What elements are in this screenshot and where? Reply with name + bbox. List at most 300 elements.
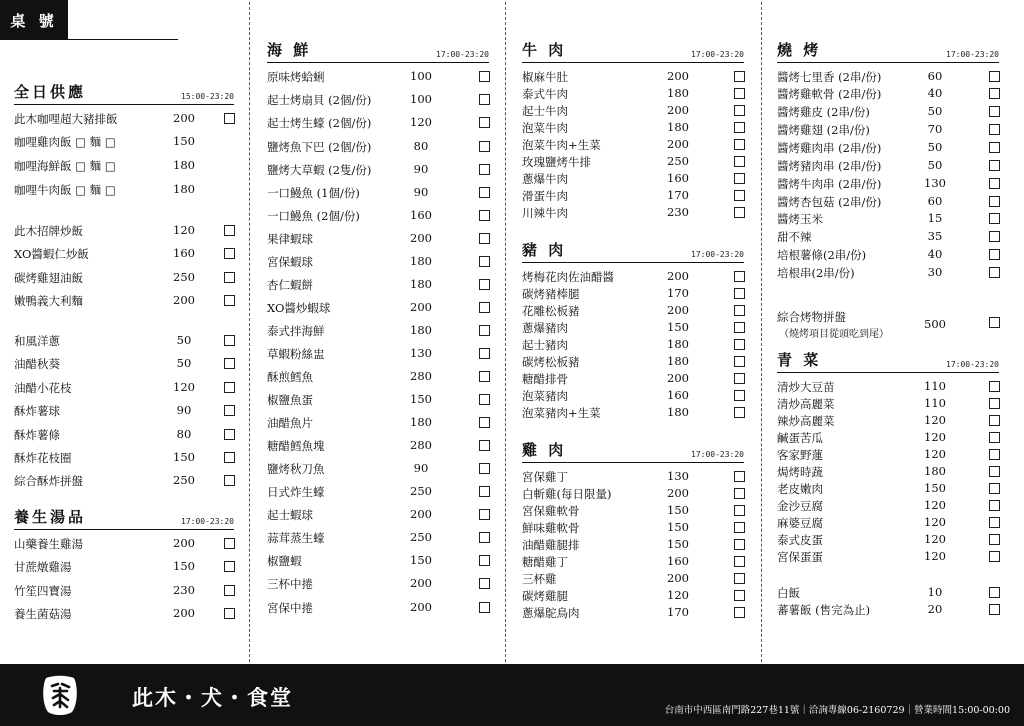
menu-item-price: 90 bbox=[413, 461, 429, 475]
menu-item-price: 50 bbox=[176, 356, 192, 370]
menu-item-price: 180 bbox=[410, 277, 432, 291]
menu-item-name: 蔥爆豬肉 bbox=[522, 321, 568, 335]
order-checkbox[interactable] bbox=[734, 122, 745, 133]
order-checkbox[interactable] bbox=[224, 113, 235, 124]
order-checkbox[interactable] bbox=[734, 488, 745, 499]
menu-item-name: 油醋魚片 bbox=[267, 416, 313, 430]
order-checkbox[interactable] bbox=[989, 587, 1000, 598]
table-number-line bbox=[68, 39, 178, 40]
order-checkbox[interactable] bbox=[734, 556, 745, 567]
menu-item-name: XO醬蝦仁炒飯 bbox=[14, 247, 89, 261]
menu-item-name: 椒鹽蝦 bbox=[267, 554, 302, 568]
order-checkbox[interactable] bbox=[479, 233, 490, 244]
menu-item-name: 培根串(2串/份) bbox=[777, 266, 855, 280]
menu-item bbox=[267, 185, 489, 201]
order-checkbox[interactable] bbox=[479, 371, 490, 382]
order-checkbox[interactable] bbox=[479, 555, 490, 566]
order-checkbox[interactable] bbox=[989, 534, 1000, 545]
order-checkbox[interactable] bbox=[224, 335, 235, 346]
order-checkbox[interactable] bbox=[479, 440, 490, 451]
order-checkbox[interactable] bbox=[479, 71, 490, 82]
menu-item bbox=[267, 69, 489, 85]
order-checkbox[interactable] bbox=[224, 382, 235, 393]
order-checkbox[interactable] bbox=[734, 288, 745, 299]
menu-item-name: 老皮嫩肉 bbox=[777, 482, 823, 496]
menu-item-price: 180 bbox=[667, 354, 689, 368]
menu-item-price: 200 bbox=[173, 536, 195, 550]
menu-item-price: 200 bbox=[667, 103, 689, 117]
menu-item bbox=[14, 427, 234, 443]
order-checkbox[interactable] bbox=[479, 578, 490, 589]
menu-item bbox=[267, 530, 489, 546]
order-checkbox[interactable] bbox=[224, 272, 235, 283]
menu-item bbox=[522, 86, 744, 102]
restaurant-name: 此木・犬・食堂 bbox=[132, 685, 293, 710]
order-checkbox[interactable] bbox=[734, 407, 745, 418]
menu-section bbox=[522, 38, 744, 220]
menu-item-price: 150 bbox=[173, 559, 195, 573]
order-checkbox[interactable] bbox=[479, 210, 490, 221]
menu-item bbox=[14, 356, 234, 372]
menu-item bbox=[777, 211, 999, 227]
order-checkbox[interactable] bbox=[989, 398, 1000, 409]
menu-item bbox=[522, 188, 744, 204]
menu-item-price: 200 bbox=[410, 576, 432, 590]
order-checkbox[interactable] bbox=[479, 348, 490, 359]
order-checkbox[interactable] bbox=[479, 94, 490, 105]
order-checkbox[interactable] bbox=[734, 573, 745, 584]
section-title: 豬 肉 bbox=[522, 241, 567, 259]
menu-section bbox=[14, 505, 234, 621]
menu-item bbox=[267, 461, 489, 477]
menu-item bbox=[14, 583, 234, 599]
menu-item-name: 麻婆豆腐 bbox=[777, 516, 823, 530]
menu-item-price: 200 bbox=[667, 371, 689, 385]
menu-item-name: 白飯 bbox=[777, 586, 800, 600]
order-checkbox[interactable] bbox=[479, 117, 490, 128]
order-checkbox[interactable] bbox=[989, 88, 1000, 99]
section-title: 養生湯品 bbox=[14, 508, 87, 526]
menu-item bbox=[777, 309, 999, 340]
menu-item bbox=[267, 415, 489, 431]
order-checkbox[interactable] bbox=[734, 322, 745, 333]
order-checkbox[interactable] bbox=[989, 142, 1000, 153]
menu-item-price: 130 bbox=[667, 469, 689, 483]
section-hours: 17:00-23:20 bbox=[691, 450, 744, 459]
section-title: 雞 肉 bbox=[522, 441, 567, 459]
order-checkbox[interactable] bbox=[989, 381, 1000, 392]
order-checkbox[interactable] bbox=[224, 295, 235, 306]
column-divider bbox=[249, 2, 250, 662]
menu-item-name: 醬烤豬肉串 (2串/份) bbox=[777, 159, 882, 173]
menu-item-name: 宮保蛋蛋 bbox=[777, 550, 823, 564]
order-checkbox[interactable] bbox=[734, 105, 745, 116]
menu-item-price: 150 bbox=[173, 134, 195, 148]
menu-item bbox=[14, 246, 234, 262]
menu-item bbox=[777, 413, 999, 429]
menu-item-price: 130 bbox=[410, 346, 432, 360]
section-hours: 17:00-23:20 bbox=[436, 50, 489, 59]
menu-item-price: 120 bbox=[924, 430, 946, 444]
menu-item-price: 170 bbox=[667, 286, 689, 300]
order-checkbox[interactable] bbox=[224, 608, 235, 619]
menu-item-price: 120 bbox=[924, 413, 946, 427]
menu-item bbox=[267, 115, 489, 131]
menu-item bbox=[522, 320, 744, 336]
menu-item-price: 180 bbox=[173, 182, 195, 196]
order-checkbox[interactable] bbox=[734, 88, 745, 99]
menu-item-price: 50 bbox=[927, 140, 943, 154]
menu-item-name: 糖醋排骨 bbox=[522, 372, 568, 386]
menu-item-price: 80 bbox=[413, 139, 429, 153]
menu-item bbox=[522, 571, 744, 587]
menu-item bbox=[267, 208, 489, 224]
order-checkbox[interactable] bbox=[479, 141, 490, 152]
footer-bar bbox=[0, 664, 1024, 726]
menu-item-name: 鹽烤大草蝦 (2隻/份) bbox=[267, 163, 372, 177]
menu-item-name: 咖哩海鮮飯 □ 麵 □ bbox=[14, 159, 116, 173]
section-header bbox=[522, 438, 744, 463]
menu-item-price: 180 bbox=[410, 415, 432, 429]
order-checkbox[interactable] bbox=[734, 471, 745, 482]
menu-item bbox=[14, 380, 234, 396]
order-checkbox[interactable] bbox=[224, 405, 235, 416]
menu-item-price: 200 bbox=[173, 111, 195, 125]
order-checkbox[interactable] bbox=[989, 317, 1000, 328]
order-checkbox[interactable] bbox=[989, 551, 1000, 562]
order-checkbox[interactable] bbox=[989, 160, 1000, 171]
order-checkbox[interactable] bbox=[224, 225, 235, 236]
order-checkbox[interactable] bbox=[989, 466, 1000, 477]
column-divider bbox=[761, 2, 762, 662]
menu-item bbox=[522, 269, 744, 285]
menu-item-price: 160 bbox=[410, 208, 432, 222]
menu-section bbox=[14, 80, 234, 488]
menu-item bbox=[14, 134, 234, 150]
menu-item bbox=[777, 104, 999, 120]
menu-item-name: 鹽烤秋刀魚 bbox=[267, 462, 325, 476]
order-checkbox[interactable] bbox=[734, 271, 745, 282]
order-checkbox[interactable] bbox=[734, 173, 745, 184]
menu-item-name: 果律蝦球 bbox=[267, 232, 313, 246]
menu-item-price: 200 bbox=[667, 571, 689, 585]
order-checkbox[interactable] bbox=[734, 590, 745, 601]
menu-item-price: 170 bbox=[667, 188, 689, 202]
menu-item-price: 110 bbox=[924, 379, 946, 393]
menu-item-name: 碳烤豬棒腿 bbox=[522, 287, 580, 301]
menu-item-price: 150 bbox=[667, 320, 689, 334]
menu-item-name: 碳烤雞翅油飯 bbox=[14, 271, 83, 285]
menu-item bbox=[522, 354, 744, 370]
menu-item bbox=[777, 140, 999, 156]
menu-item-price: 40 bbox=[927, 86, 943, 100]
menu-item-name: 金沙豆腐 bbox=[777, 499, 823, 513]
menu-item-price: 120 bbox=[667, 588, 689, 602]
menu-item-name: 碳烤雞腿 bbox=[522, 589, 568, 603]
section-title: 牛 肉 bbox=[522, 41, 567, 59]
menu-item-name: 醬烤雞翅 (2串/份) bbox=[777, 123, 870, 137]
order-checkbox[interactable] bbox=[989, 517, 1000, 528]
menu-item-price: 200 bbox=[667, 269, 689, 283]
menu-item-price: 160 bbox=[173, 246, 195, 260]
menu-item-name: XO醬炒蝦球 bbox=[267, 301, 331, 315]
menu-item-price: 200 bbox=[173, 293, 195, 307]
menu-item bbox=[14, 182, 234, 198]
menu-item bbox=[14, 606, 234, 622]
menu-item-name: 起士烤扇貝 (2個/份) bbox=[267, 93, 372, 107]
section-header bbox=[777, 38, 999, 63]
menu-item bbox=[267, 162, 489, 178]
order-checkbox[interactable] bbox=[989, 196, 1000, 207]
section-header bbox=[14, 505, 234, 530]
menu-item-price: 90 bbox=[176, 403, 192, 417]
menu-item bbox=[267, 254, 489, 270]
menu-item bbox=[267, 392, 489, 408]
menu-item-name: 焗烤時蔬 bbox=[777, 465, 823, 479]
menu-item-name: 酥煎鱈魚 bbox=[267, 370, 313, 384]
menu-item bbox=[522, 503, 744, 519]
order-checkbox[interactable] bbox=[989, 213, 1000, 224]
menu-item bbox=[267, 231, 489, 247]
order-checkbox[interactable] bbox=[734, 156, 745, 167]
order-checkbox[interactable] bbox=[479, 463, 490, 474]
menu-item-name: 蒜茸蒸生蠔 bbox=[267, 531, 325, 545]
menu-item-name: 泡菜豬肉 bbox=[522, 389, 568, 403]
section-title: 燒 烤 bbox=[777, 41, 822, 59]
menu-item-price: 180 bbox=[667, 120, 689, 134]
order-checkbox[interactable] bbox=[989, 124, 1000, 135]
menu-item-name: 泡菜豬肉+生菜 bbox=[522, 406, 601, 420]
menu-item bbox=[267, 553, 489, 569]
menu-item-name: 起士烤生蠔 (2個/份) bbox=[267, 116, 372, 130]
menu-item-name: 蕃薯飯 (售完為止) bbox=[777, 603, 871, 617]
menu-item bbox=[267, 300, 489, 316]
section-header bbox=[14, 80, 234, 105]
menu-item-price: 40 bbox=[927, 247, 943, 261]
menu-item bbox=[522, 388, 744, 404]
menu-item-name: 此木咖哩超大豬排飯 bbox=[14, 112, 118, 126]
table-number-label: 桌 號 bbox=[0, 0, 68, 40]
section-header bbox=[522, 238, 744, 263]
column-divider bbox=[505, 2, 506, 662]
menu-item-name: 醬烤雞肉串 (2串/份) bbox=[777, 141, 882, 155]
order-checkbox[interactable] bbox=[989, 415, 1000, 426]
menu-item bbox=[522, 154, 744, 170]
order-checkbox[interactable] bbox=[989, 249, 1000, 260]
menu-item bbox=[777, 602, 999, 618]
menu-item-price: 150 bbox=[667, 537, 689, 551]
order-checkbox[interactable] bbox=[224, 248, 235, 259]
menu-item-price: 120 bbox=[410, 115, 432, 129]
order-checkbox[interactable] bbox=[479, 602, 490, 613]
menu-item bbox=[267, 484, 489, 500]
order-checkbox[interactable] bbox=[734, 522, 745, 533]
order-checkbox[interactable] bbox=[734, 373, 745, 384]
section-header bbox=[522, 38, 744, 63]
menu-item-price: 100 bbox=[410, 92, 432, 106]
menu-item-price: 180 bbox=[173, 158, 195, 172]
menu-item-price: 200 bbox=[410, 231, 432, 245]
order-checkbox[interactable] bbox=[989, 432, 1000, 443]
order-checkbox[interactable] bbox=[734, 305, 745, 316]
menu-item-name: 滑蛋牛肉 bbox=[522, 189, 568, 203]
menu-item-name: 咖哩雞肉飯 □ 麵 □ bbox=[14, 135, 116, 149]
menu-item-price: 200 bbox=[410, 507, 432, 521]
menu-section bbox=[777, 348, 999, 617]
menu-item bbox=[14, 293, 234, 309]
menu-item bbox=[14, 223, 234, 239]
order-checkbox[interactable] bbox=[479, 187, 490, 198]
section-header bbox=[267, 38, 489, 63]
menu-item bbox=[522, 605, 744, 621]
menu-item-price: 180 bbox=[667, 337, 689, 351]
order-checkbox[interactable] bbox=[989, 500, 1000, 511]
menu-item-name: 綜合烤物拼盤 bbox=[777, 310, 846, 324]
menu-item-price: 35 bbox=[927, 229, 943, 243]
section-hours: 17:00-23:20 bbox=[946, 360, 999, 369]
menu-item-name: 蔥爆鴕鳥肉 bbox=[522, 606, 580, 620]
menu-item-price: 180 bbox=[410, 254, 432, 268]
order-checkbox[interactable] bbox=[224, 429, 235, 440]
order-checkbox[interactable] bbox=[479, 486, 490, 497]
order-checkbox[interactable] bbox=[479, 256, 490, 267]
order-checkbox[interactable] bbox=[224, 358, 235, 369]
menu-item-name: 竹笙四寶湯 bbox=[14, 584, 72, 598]
order-checkbox[interactable] bbox=[989, 483, 1000, 494]
menu-item-price: 120 bbox=[924, 447, 946, 461]
order-checkbox[interactable] bbox=[479, 532, 490, 543]
menu-item-price: 100 bbox=[410, 69, 432, 83]
order-checkbox[interactable] bbox=[989, 449, 1000, 460]
order-checkbox[interactable] bbox=[989, 231, 1000, 242]
menu-item bbox=[777, 549, 999, 565]
order-checkbox[interactable] bbox=[989, 71, 1000, 82]
order-checkbox[interactable] bbox=[734, 356, 745, 367]
order-checkbox[interactable] bbox=[734, 390, 745, 401]
menu-item-name: 清炒大豆苗 bbox=[777, 380, 835, 394]
order-checkbox[interactable] bbox=[734, 190, 745, 201]
menu-item bbox=[14, 473, 234, 489]
order-checkbox[interactable] bbox=[734, 539, 745, 550]
menu-item bbox=[267, 600, 489, 616]
order-checkbox[interactable] bbox=[734, 339, 745, 350]
menu-item-price: 90 bbox=[413, 185, 429, 199]
menu-item-price: 250 bbox=[667, 154, 689, 168]
menu-section bbox=[267, 38, 489, 615]
section-hours: 17:00-23:20 bbox=[181, 517, 234, 526]
menu-item-price: 60 bbox=[927, 69, 943, 83]
order-checkbox[interactable] bbox=[734, 607, 745, 618]
order-checkbox[interactable] bbox=[224, 538, 235, 549]
menu-item-price: 90 bbox=[413, 162, 429, 176]
order-checkbox[interactable] bbox=[734, 207, 745, 218]
menu-item bbox=[777, 515, 999, 531]
menu-item bbox=[267, 369, 489, 385]
menu-item-price: 120 bbox=[173, 223, 195, 237]
menu-item bbox=[522, 537, 744, 553]
order-checkbox[interactable] bbox=[479, 279, 490, 290]
order-checkbox[interactable] bbox=[989, 604, 1000, 615]
order-checkbox[interactable] bbox=[989, 106, 1000, 117]
menu-item-price: 180 bbox=[924, 464, 946, 478]
order-checkbox[interactable] bbox=[989, 267, 1000, 278]
order-checkbox[interactable] bbox=[224, 585, 235, 596]
order-checkbox[interactable] bbox=[734, 71, 745, 82]
menu-item-name: 甘蔗燉雞湯 bbox=[14, 560, 72, 574]
menu-item-price: 200 bbox=[667, 486, 689, 500]
menu-item-price: 250 bbox=[410, 484, 432, 498]
menu-item-price: 120 bbox=[924, 498, 946, 512]
menu-item-note: （燒烤項目從頭吃到尾） bbox=[779, 329, 889, 340]
menu-item-price: 120 bbox=[173, 380, 195, 394]
menu-item bbox=[777, 379, 999, 395]
menu-item bbox=[777, 532, 999, 548]
order-checkbox[interactable] bbox=[224, 561, 235, 572]
menu-item bbox=[14, 450, 234, 466]
menu-item-name: 鹽烤魚下巴 (2個/份) bbox=[267, 140, 372, 154]
order-checkbox[interactable] bbox=[479, 509, 490, 520]
menu-item-name: 糖醋雞丁 bbox=[522, 555, 568, 569]
menu-item bbox=[777, 158, 999, 174]
menu-item-price: 500 bbox=[924, 317, 946, 331]
menu-section bbox=[522, 438, 744, 620]
order-checkbox[interactable] bbox=[479, 394, 490, 405]
menu-item-name: 培根薯條(2串/份) bbox=[777, 248, 867, 262]
menu-item-price: 20 bbox=[927, 602, 943, 616]
menu-item-price: 150 bbox=[410, 553, 432, 567]
section-title: 全日供應 bbox=[14, 83, 87, 101]
menu-item-price: 250 bbox=[173, 473, 195, 487]
menu-item-price: 150 bbox=[667, 503, 689, 517]
menu-item-name: 一口鰻魚 (2個/份) bbox=[267, 209, 360, 223]
order-checkbox[interactable] bbox=[734, 505, 745, 516]
menu-item-name: 油醋雞腿排 bbox=[522, 538, 580, 552]
menu-item bbox=[777, 69, 999, 85]
menu-item-name: 鹹蛋苦瓜 bbox=[777, 431, 823, 445]
menu-item-name: 原味烤蛤蜊 bbox=[267, 70, 325, 84]
order-checkbox[interactable] bbox=[479, 164, 490, 175]
menu-item-price: 50 bbox=[927, 104, 943, 118]
menu-item-price: 180 bbox=[410, 323, 432, 337]
menu-item bbox=[777, 498, 999, 514]
menu-item bbox=[522, 520, 744, 536]
menu-item-name: 醬烤七里香 (2串/份) bbox=[777, 70, 882, 84]
menu-item bbox=[14, 270, 234, 286]
order-checkbox[interactable] bbox=[989, 178, 1000, 189]
order-checkbox[interactable] bbox=[224, 475, 235, 486]
menu-item-name: 三杯雞 bbox=[522, 572, 557, 586]
menu-item bbox=[14, 158, 234, 174]
order-checkbox[interactable] bbox=[479, 302, 490, 313]
menu-item-price: 10 bbox=[927, 585, 943, 599]
menu-item-price: 280 bbox=[410, 438, 432, 452]
section-hours: 15:00-23:20 bbox=[181, 92, 234, 101]
menu-item-name: 一口鰻魚 (1個/份) bbox=[267, 186, 360, 200]
menu-item-price: 180 bbox=[667, 86, 689, 100]
section-hours: 17:00-23:20 bbox=[946, 50, 999, 59]
order-checkbox[interactable] bbox=[479, 417, 490, 428]
order-checkbox[interactable] bbox=[734, 139, 745, 150]
menu-item bbox=[522, 486, 744, 502]
menu-item-name: 山藥養生雞湯 bbox=[14, 537, 83, 551]
menu-item-price: 150 bbox=[924, 481, 946, 495]
menu-item bbox=[777, 194, 999, 210]
menu-item bbox=[522, 120, 744, 136]
order-checkbox[interactable] bbox=[479, 325, 490, 336]
order-checkbox[interactable] bbox=[224, 452, 235, 463]
menu-item-name: 辣炒高麗菜 bbox=[777, 414, 835, 428]
menu-item bbox=[522, 469, 744, 485]
